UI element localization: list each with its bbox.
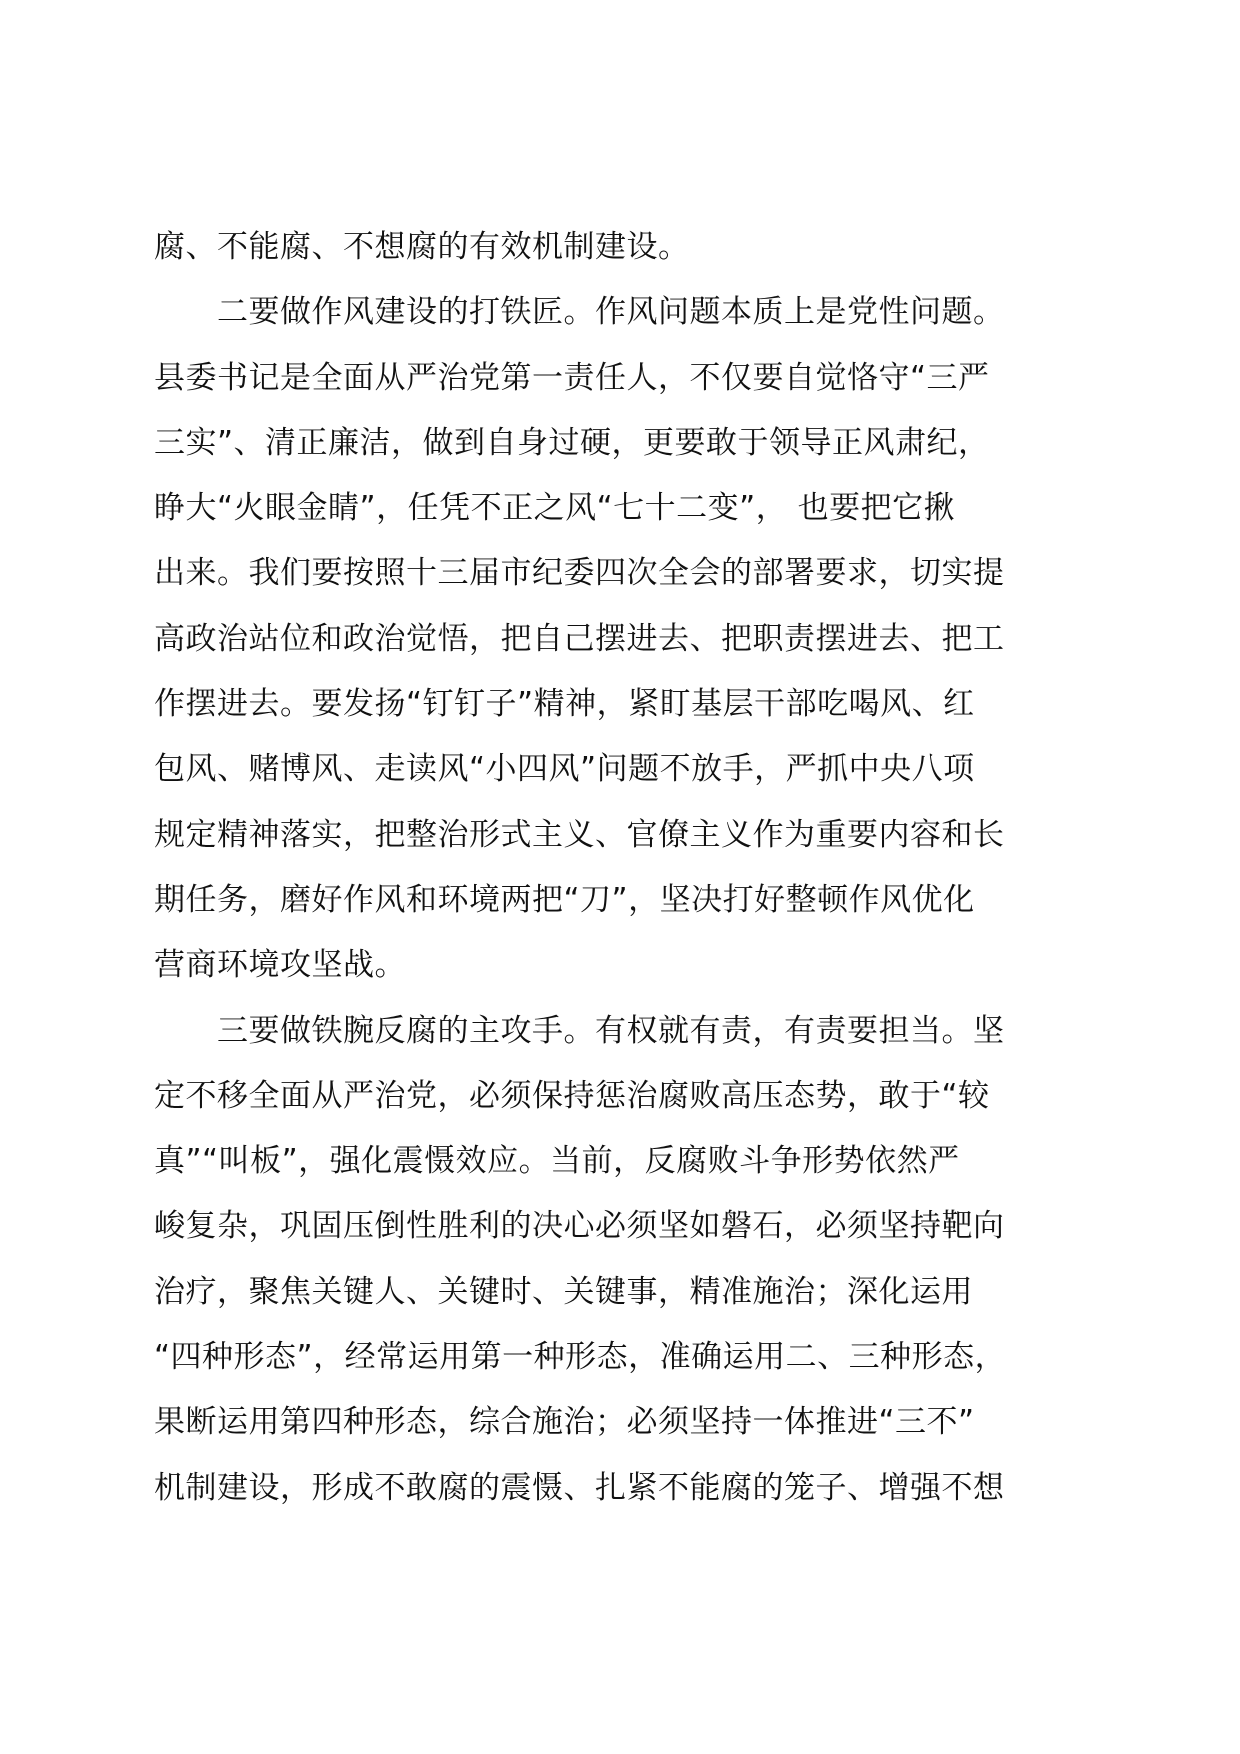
text-line: 定不移全面从严治党，必须保持惩治腐败高压态势，敢于“较 [154, 1077, 990, 1114]
text-line: 作摆进去。要发扬“钉钉子”精神，紧盯基层干部吃喝风、红 [154, 686, 975, 723]
text-line: 三要做铁腕反腐的主攻手。有权就有责，有责要担当。坚 [154, 1012, 1005, 1049]
text-line: 治疗，聚焦关键人、关键时、关键事，精准施治；深化运用 [154, 1273, 973, 1310]
text-line: 机制建设，形成不敢腐的震慑、扎紧不能腐的笼子、增强不想 [154, 1469, 1005, 1506]
text-line: 包风、赌博风、走读风“小四风”问题不放手，严抓中央八项 [154, 751, 975, 788]
text-line: 高政治站位和政治觉悟，把自己摆进去、把职责摆进去、把工 [154, 620, 1005, 657]
text-line: 峻复杂，巩固压倒性胜利的决心必须坚如磐石，必须坚持靶向 [154, 1208, 1005, 1245]
text-line: 二要做作风建设的打铁匠。作风问题本质上是党性问题。 [154, 294, 1005, 331]
text-line: 出来。我们要按照十三届市纪委四次全会的部署要求，切实提 [154, 555, 1005, 592]
text-line: 腐、不能腐、不想腐的有效机制建设。 [154, 229, 690, 265]
text-line: “四种形态”，经常运用第一种形态，准确运用二、三种形态， [154, 1339, 1007, 1376]
body-text [154, 215, 1114, 1521]
text-line: 真”“叫板”，强化震慑效应。当前，反腐败斗争形势依然严 [154, 1143, 960, 1180]
text-line: 规定精神落实，把整治形式主义、官僚主义作为重要内容和长 [154, 816, 1005, 853]
text-line: 果断运用第四种形态，综合施治；必须坚持一体推进“三不” [154, 1404, 975, 1441]
text-line: 县委书记是全面从严治党第一责任人，不仅要自觉恪守“三严 [154, 359, 990, 396]
text-line: 睁大“火眼金睛”，任凭不正之风“七十二变”， 也要把它揪 [154, 490, 956, 527]
text-line: 期任务，磨好作风和环境两把“刀”，坚决打好整顿作风优化 [154, 881, 975, 918]
text-line: 三实”、清正廉洁，做到自身过硬，更要敢于领导正风肃纪， [154, 424, 990, 461]
text-line: 营商环境攻坚战。 [154, 947, 406, 984]
